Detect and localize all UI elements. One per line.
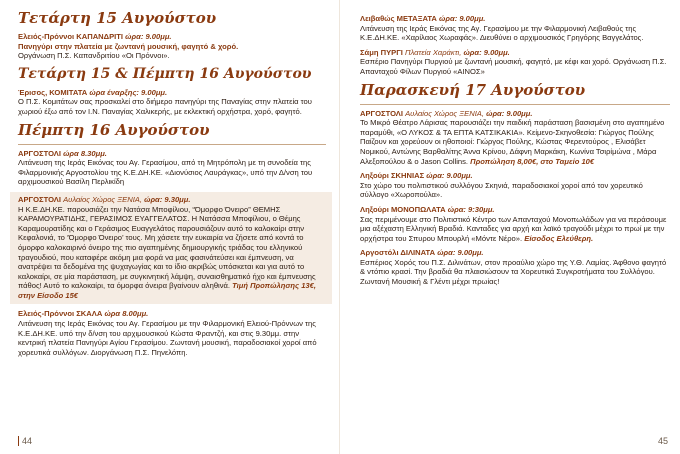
event-block	[360, 248, 670, 286]
divider	[360, 104, 670, 105]
event-block	[18, 88, 326, 117]
event-block	[360, 205, 670, 243]
event-block	[360, 14, 670, 43]
event-organizer: Οργάνωση Π.Σ. Καπανδριτίου «Οι Πρόννοι».	[18, 51, 170, 61]
event-place: Αργοστόλι ΔΙΛΙΝΑΤΑ	[360, 248, 436, 258]
event-place: ΑΡΓΟΣΤΟΛΙ	[18, 194, 61, 204]
page-number: 44	[18, 436, 32, 446]
event-time: ώρα 8.00μμ.	[104, 309, 149, 319]
event-block	[360, 48, 670, 77]
day-heading: Τετάρτη 15 Αυγούστου	[18, 9, 217, 27]
day-heading: Τετάρτη 15 & Πέμπτη 16 Αυγούστου	[18, 65, 312, 82]
event-time: ώρα: 9.00μμ.	[439, 14, 486, 23]
event-place: Ληξούρι ΣΚΗΝΙΑΣ	[360, 171, 425, 181]
event-block	[360, 171, 670, 200]
event-description: Λιτάνευση της Ιεράς Εικόνας της Αγ. Γερασίμου με την Φιλαρμονική Λειβαθούς της Κ.Ε.ΔΗ.ΚΕ. «Χαρίλαος Χωραφάς». Διευθύνει ο αρχιμουσικός Γρηγόρης Βαγγελάτος.	[360, 23, 644, 43]
event-venue: Αυλαίος Χώρος ΞΕΝΙΑ,	[405, 108, 484, 118]
event-time: ώρα: 9:30μμ.	[447, 204, 495, 214]
event-time: ώρα: 9.00μμ.	[426, 171, 473, 181]
event-place: Ελειός-Πρόννοι ΣΚΑΛΑ	[18, 309, 103, 319]
event-description: Πανηγύρι στην πλατεία με ζωντανή μουσική, φαγητό & χορό.	[18, 41, 239, 51]
day-heading: Παρασκευή 17 Αυγούστου	[360, 80, 586, 99]
ticket-price: Είσοδος Ελεύθερη.	[524, 233, 594, 243]
event-time: ώρα: 9.00μμ.	[463, 47, 510, 57]
event-description: Στο χώρο του πολιτιστικού συλλόγου Σκηνιά, παραδοσιακοί χοροί από τον χορευτικό σύλλογο «Χωροπούλα».	[360, 180, 643, 200]
event-block	[18, 149, 326, 187]
event-description: Το Μικρό Θέατρο Λάρισας παρουσιάζει την παιδική παράσταση βασισμένη στο αγαπημένο παραμύθι, «Ο ΛΥΚΟΣ & ΤΑ ΕΠΤΑ ΚΑΤΣΙΚΑΚΙΑ». Κείμενο-Σκηνοθεσία: Γιώργος Πούλης Παίζουν και χορεύουν οι ηθοποιοί: Γιώργος Πούλης, Κώστας Φερεντούρος , Ελισάβετ Νομικού, Αντώνης Βαρθαλίτης Άννα Κρίνου, Δάφνη Μαρκάκη, Κωνίνα Τσιρίμώνα , Μάρα Αλεξοπούλου & ο Jason Collins.	[360, 118, 665, 166]
event-place: ΑΡΓΟΣΤΟΛΙ	[360, 108, 403, 118]
event-time: ώρα: 9.00μμ.	[125, 32, 172, 41]
event-block	[18, 32, 326, 61]
event-place: Ελειός-Πρόννοι ΚΑΠΑΝΔΡΙΤΙ	[18, 32, 124, 41]
event-place: Σάμη ΠΥΡΓΙ	[360, 47, 403, 57]
event-block	[360, 109, 670, 167]
ticket-price: Τιμή Προπώλησης 13€, στην Είσοδο 15€	[18, 281, 316, 300]
event-description: Εσπέριο Πανηγύρι Πυργιού με ζωντανή μουσική, φαγητό, με κέφι και χορό. Οργάνωση Π.Σ. Απανταχού Φίλων Πυργιού «ΑΙΝΟΣ»	[360, 57, 667, 76]
event-place: ΑΡΓΟΣΤΟΛΙ	[18, 148, 61, 158]
divider	[18, 144, 326, 145]
day-heading: Πέμπτη 16 Αυγούστου	[18, 120, 210, 139]
event-time: ώρα έναρξης: 9.00μμ.	[89, 87, 168, 97]
right-page	[340, 0, 680, 454]
event-place: Λειβαθώς ΜΕΤΑΞΑΤΑ	[360, 14, 437, 23]
event-description: Η Κ.Ε.ΔΗ.ΚΕ. παρουσιάζει την Νατάσα Μποφίλιου, “Όμορφο Όνειρο” ΘΕΜΗΣ ΚΑΡΑΜΟΥΡΑΤΙΔΗΣ, ΓΕΡΑΣΙΜΟΣ ΕΥΑΓΓΕΛΑΤΟΣ. Η Νατάσσα Μποφίλιου, ο Θέμης Καραμουρατίδης και ο Γεράσιμος Ευαγγελάτος παρουσιάζουν αυτό το καλοκαίρι στην Κεφαλονιά, το ‘Όμορφο Όνειρο’ τους. Μη χάσετε την ευκαιρία να ζήσετε από κοντά το όμορφο καλοκαιρινό όνειρο της πιο αγαπημένης δημιουργικής τριάδας του ελληνικού τραγουδιού, που καταφέρε ακόμη μια φορά να μας φασινάτεύσει και έμπνευση, να ανατρέψει τα δεδομένα της ψυχαγωγίας και το ίδιο ακριβώς υπόσκεται και για αυτό το καλοκαίρι, σε μία παράσταση, με συγκινητική λάμψη, συναισθηματικό ήχο και έμπνευσης πάθος! Αυτό το καλοκαίρι, τα όμορφα όνειρα βγαίνουν αληθινά.	[18, 204, 316, 291]
event-place: Έρισος, ΚΟΜΙΤΑΤΑ	[18, 87, 88, 97]
event-description: Εσπέριος Χορός του Π.Σ. Διλινάτων, στον προαύλιο χώρο της Υ.Θ. Λαμίας. Άφθονο φαγητό & ντόπιο κρασί. Την βραδιά θα πλαισιώσουν τα Χορευτικά Συγκροτήματα του Συλλόγου. Ζωντανή Μουσική & Γλέντι μέχρι πρωίας!	[360, 257, 667, 287]
event-description: Λιτάνευση της Ιεράς Εικόνας του Αγ. Γερασίμου με την Φιλαρμονική Ελειού-Πρόννων της Κ.Ε.ΔΗ.ΚΕ. υπό την δ/νση του αρχιμουσικού Κώστα Φραντζή, και στις 9.30μμ. στην κεντρική πλατεία Πανηγύρι Αγίου Γερασίμου. Ζωντανή μουσική, παραδοσιακοί χοροί από χορευτικά συλλόγων. Διοργάνωση Π.Σ. Πηνελόπη.	[18, 319, 317, 357]
event-description: Ο Π.Σ. Κομιτάτων σας προσκαλεί στο διήμερο πανηγύρι της Παναγίας στην πλατεία του χωριού έξω από τον Ι.Ν. Παναγίας Χαλικερής, με εκλεκτική ορχήστρα, χορό, φαγητό.	[18, 97, 312, 116]
event-block	[18, 309, 326, 357]
event-venue: Αυλαίος Χώρος ΞΕΝΙΑ,	[63, 194, 142, 204]
featured-event-block	[10, 192, 332, 305]
event-description: Σας περιμένουμε στο Πολιτιστικό Κέντρο των Απανταχού Μονοπωλάδων για να περάσουμε μια αξέχαστη Ελληνική Βραδιά. Κανταδες για αρχή και λαϊκό τραγούδι μέχρι το πρωί με την ορχήστρα του Σπυρου Μπουρλή «Μόντε Νέρο».	[360, 214, 667, 243]
ticket-price: Προπώληση 8,00€, στο Ταμείο 10€	[470, 156, 595, 166]
event-time: ώρα 8.30μμ.	[63, 148, 107, 158]
event-venue: Πλατεία Χαράκτι,	[405, 47, 462, 57]
event-time: ώρα: 9.00μμ.	[486, 108, 533, 118]
event-time: ώρα: 9.00μμ.	[437, 248, 484, 258]
event-description: Λιτάνευση της Ιεράς Εικόνας του Αγ. Γερασίμου, από τη Μητρόπολη με τη συνοδεία της Φιλαρμονικής Αργοστολίου της Κ.Ε.ΔΗ.ΚΕ. «Διονύσιος Λαυράγκας», υπό την Δ/νση του αρχιμουσικού Βασίλη Περλικίδη	[18, 158, 313, 187]
event-time: ώρα: 9.30μμ.	[144, 194, 191, 204]
event-place: Ληξούρι ΜΟΝΟΠΩΛΑΤΑ	[360, 204, 446, 214]
page-number: 45	[657, 436, 668, 446]
